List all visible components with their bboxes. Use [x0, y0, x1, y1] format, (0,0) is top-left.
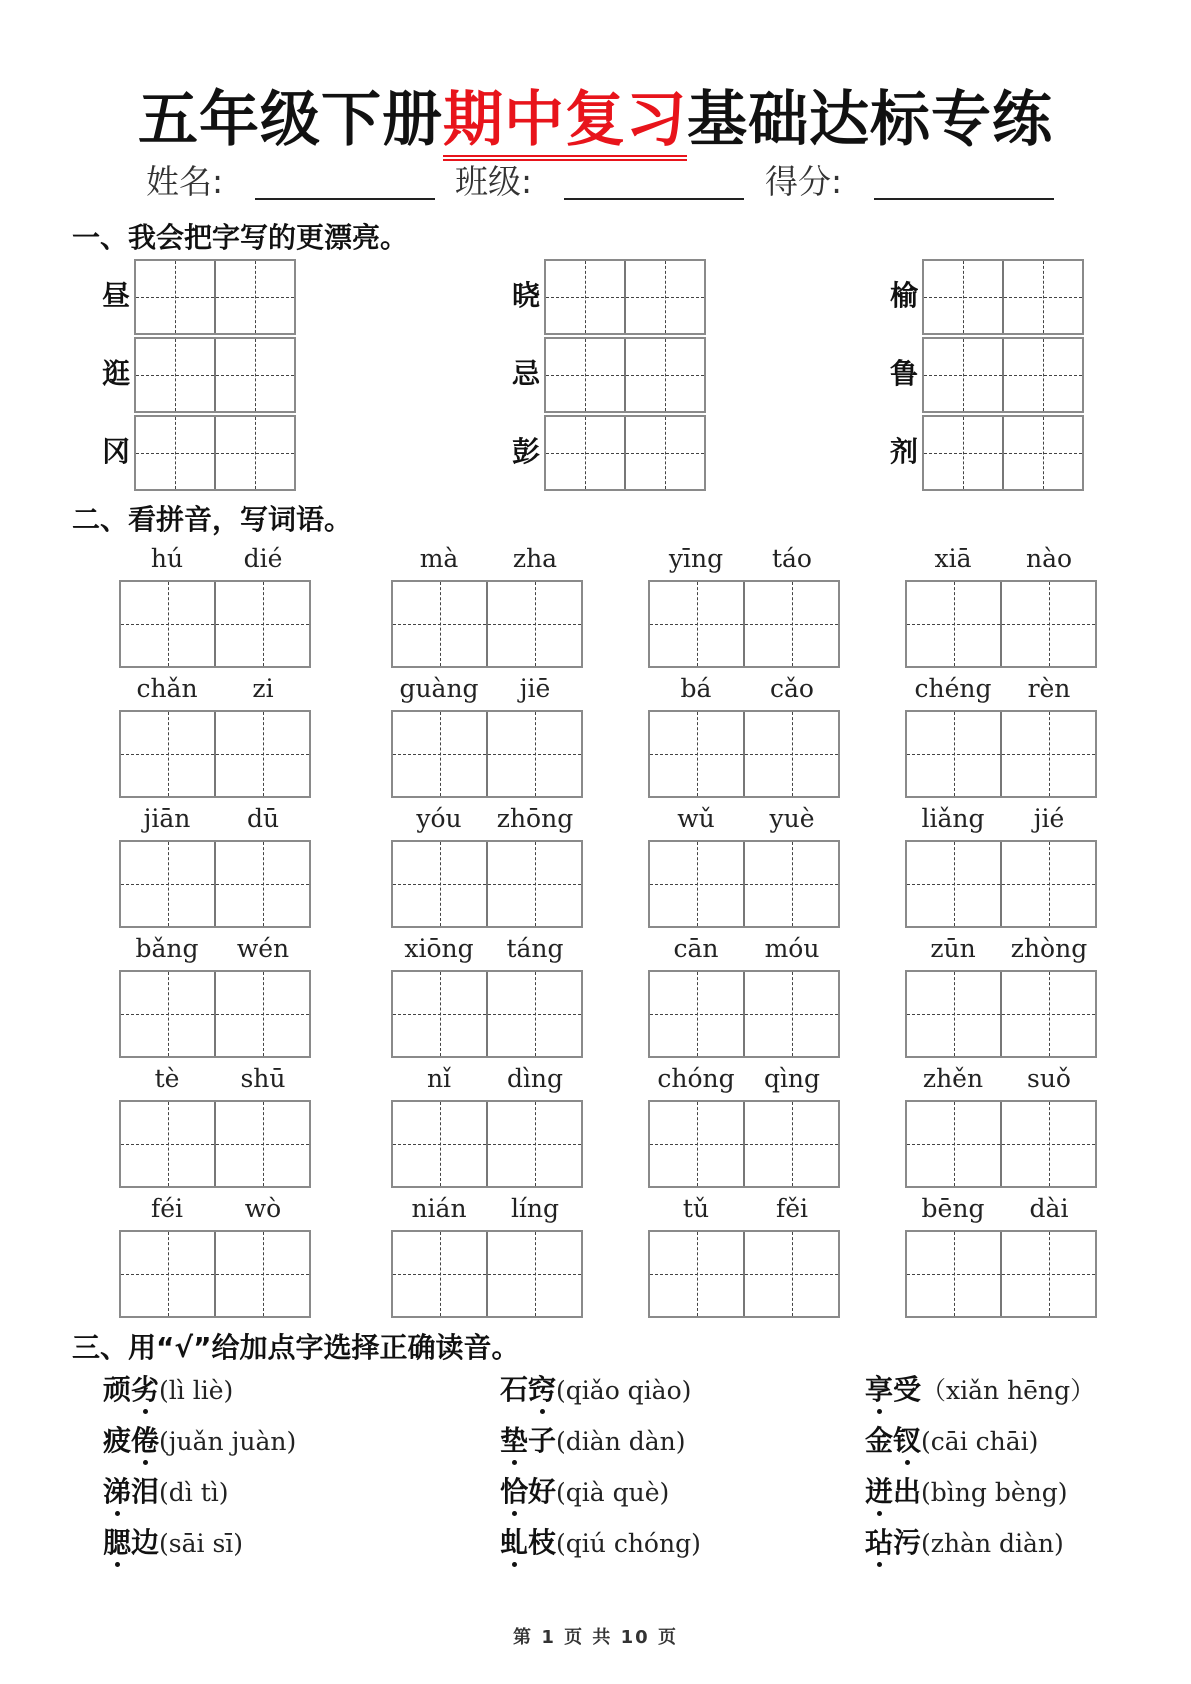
guide-line-horizontal — [121, 884, 214, 885]
writing-cell[interactable] — [1002, 417, 1082, 489]
pinyin-label: féi — [150, 1194, 184, 1223]
word-writing-grid[interactable] — [648, 710, 840, 798]
guide-line-horizontal — [650, 1014, 743, 1015]
word-char: 金 — [865, 1424, 894, 1457]
writing-cell[interactable] — [214, 712, 309, 796]
character-writing-grid[interactable] — [134, 415, 296, 491]
writing-cell[interactable] — [136, 339, 214, 411]
guide-line-horizontal — [907, 1014, 1000, 1015]
guide-line-horizontal — [121, 1014, 214, 1015]
word-writing-grid[interactable] — [648, 840, 840, 928]
guide-line-horizontal — [745, 754, 838, 755]
pinyin-options[interactable]: (zhàn diàn) — [921, 1529, 1064, 1558]
guide-line-horizontal — [626, 453, 704, 454]
word-writing-grid[interactable] — [391, 1100, 583, 1188]
guide-line-horizontal — [216, 1274, 309, 1275]
writing-cell[interactable] — [924, 339, 1002, 411]
pinyin-label: chóng — [657, 1064, 735, 1093]
pinyin-label: nián — [411, 1194, 467, 1223]
guide-line-horizontal — [488, 754, 581, 755]
writing-cell[interactable] — [907, 842, 1000, 926]
pronunciation-item — [103, 1474, 229, 1511]
writing-cell[interactable] — [743, 842, 838, 926]
writing-cell[interactable] — [1000, 1102, 1095, 1186]
section3-heading: 三、用“√”给加点字选择正确读音。 — [72, 1331, 520, 1364]
writing-cell[interactable] — [486, 1102, 581, 1186]
pronunciation-item — [103, 1423, 296, 1460]
guide-line-horizontal — [626, 297, 704, 298]
pinyin-label: fěi — [775, 1194, 809, 1223]
guide-line-horizontal — [907, 624, 1000, 625]
writing-cell[interactable] — [214, 582, 309, 666]
writing-cell[interactable] — [1000, 842, 1095, 926]
section1-heading: 一、我会把字写的更漂亮。 — [72, 221, 409, 254]
pinyin-label: bǎng — [135, 934, 199, 963]
guide-line-horizontal — [1002, 1144, 1095, 1145]
pinyin-options[interactable]: (diàn dàn) — [556, 1427, 686, 1456]
dotted-char: 窍 — [528, 1373, 557, 1406]
dotted-char: 垫 — [500, 1424, 529, 1457]
word-char: 受 — [893, 1373, 922, 1406]
pinyin-label: zha — [512, 544, 558, 573]
pinyin-options[interactable]: (bìng bèng) — [921, 1478, 1068, 1507]
writing-cell[interactable] — [214, 417, 294, 489]
guide-line-horizontal — [1004, 375, 1082, 376]
word — [865, 1526, 921, 1559]
word-writing-grid[interactable] — [119, 840, 311, 928]
character-writing-grid[interactable] — [922, 415, 1084, 491]
writing-cell[interactable] — [546, 261, 624, 333]
guide-line-horizontal — [745, 884, 838, 885]
section2-heading: 二、看拼音，写词语。 — [72, 503, 353, 536]
word — [103, 1526, 159, 1559]
guide-line-horizontal — [121, 1144, 214, 1145]
title-highlight: 期中复习 — [443, 85, 687, 161]
pinyin-options[interactable]: (cāi chāi) — [921, 1427, 1039, 1456]
writing-cell[interactable] — [1002, 261, 1082, 333]
guide-line-horizontal — [1002, 1274, 1095, 1275]
word-writing-grid[interactable] — [905, 580, 1097, 668]
pinyin-label: táo — [771, 544, 812, 573]
name-blank[interactable] — [255, 198, 435, 200]
dotted-char: 涕 — [103, 1475, 132, 1508]
word-writing-grid[interactable] — [119, 580, 311, 668]
pinyin-label: xiā — [934, 544, 972, 573]
guide-line-horizontal — [907, 1274, 1000, 1275]
word — [500, 1526, 556, 1559]
word — [103, 1373, 159, 1406]
page-number: 第 1 页 共 10 页 — [513, 1627, 678, 1648]
guide-line-horizontal — [216, 375, 294, 376]
pronunciation-item — [500, 1372, 691, 1409]
pronunciation-item — [865, 1474, 1068, 1511]
practice-character: 鲁 — [889, 357, 918, 390]
word-writing-grid[interactable] — [905, 1100, 1097, 1188]
dotted-char: 倦 — [131, 1424, 160, 1457]
guide-line-horizontal — [650, 1144, 743, 1145]
guide-line-horizontal — [216, 1144, 309, 1145]
writing-cell[interactable] — [121, 582, 214, 666]
guide-line-horizontal — [546, 453, 624, 454]
guide-line-horizontal — [121, 624, 214, 625]
pinyin-label: zi — [252, 674, 274, 703]
guide-line-horizontal — [488, 1014, 581, 1015]
dotted-char: 腮 — [103, 1526, 132, 1559]
pinyin-label: dìng — [506, 1064, 564, 1093]
word-char: 枝 — [528, 1526, 557, 1559]
word-char: 好 — [528, 1475, 557, 1508]
word-writing-grid[interactable] — [648, 970, 840, 1058]
word-writing-grid[interactable] — [119, 1100, 311, 1188]
writing-cell[interactable] — [924, 261, 1002, 333]
student-info-row — [0, 160, 1191, 204]
writing-cell[interactable] — [1000, 712, 1095, 796]
writing-cell[interactable] — [743, 582, 838, 666]
guide-line-horizontal — [488, 1144, 581, 1145]
practice-character: 彭 — [511, 435, 540, 468]
guide-line-horizontal — [393, 1014, 486, 1015]
writing-cell[interactable] — [214, 1102, 309, 1186]
practice-character: 逛 — [101, 357, 130, 390]
writing-cell[interactable] — [486, 712, 581, 796]
guide-line-horizontal — [216, 453, 294, 454]
writing-cell[interactable] — [907, 972, 1000, 1056]
guide-line-horizontal — [1004, 453, 1082, 454]
writing-cell[interactable] — [907, 712, 1000, 796]
pinyin-label: hú — [150, 544, 184, 573]
writing-cell[interactable] — [624, 417, 704, 489]
pinyin-label: bá — [680, 674, 712, 703]
writing-cell[interactable] — [650, 1102, 743, 1186]
dotted-char: 玷 — [865, 1526, 894, 1559]
pinyin-label: jié — [1033, 804, 1065, 833]
pronunciation-item — [103, 1525, 243, 1562]
guide-line-horizontal — [136, 297, 214, 298]
writing-cell[interactable] — [546, 417, 624, 489]
guide-line-horizontal — [546, 297, 624, 298]
word-char: 顽 — [103, 1373, 132, 1406]
word-char: 边 — [131, 1526, 160, 1559]
writing-cell[interactable] — [907, 1232, 1000, 1316]
writing-cell[interactable] — [1000, 972, 1095, 1056]
pinyin-label: móu — [764, 934, 820, 963]
pinyin-label: wǔ — [677, 804, 715, 833]
writing-cell[interactable] — [650, 582, 743, 666]
guide-line-horizontal — [907, 884, 1000, 885]
word — [865, 1373, 921, 1406]
writing-cell[interactable] — [214, 339, 294, 411]
pronunciation-item — [865, 1525, 1064, 1562]
writing-cell[interactable] — [624, 261, 704, 333]
guide-line-horizontal — [216, 884, 309, 885]
pinyin-label: zhěn — [922, 1064, 984, 1093]
pinyin-label: yuè — [769, 804, 815, 833]
pinyin-label: suǒ — [1027, 1064, 1071, 1093]
pinyin-label: mà — [419, 544, 459, 573]
pinyin-options[interactable]: (sāi sī) — [159, 1529, 244, 1558]
writing-cell[interactable] — [743, 1102, 838, 1186]
pinyin-label: jiān — [143, 804, 191, 833]
pinyin-label: zhòng — [1010, 934, 1088, 963]
name-label: 姓名: — [146, 162, 224, 201]
word — [103, 1424, 159, 1457]
pinyin-label: yīng — [668, 544, 724, 573]
guide-line-horizontal — [393, 884, 486, 885]
guide-line-horizontal — [393, 624, 486, 625]
score-blank[interactable] — [874, 198, 1054, 200]
guide-line-horizontal — [216, 624, 309, 625]
pinyin-options[interactable]: (qiú chóng) — [556, 1529, 701, 1558]
writing-cell[interactable] — [486, 972, 581, 1056]
dotted-char: 虬 — [500, 1526, 529, 1559]
guide-line-horizontal — [745, 1144, 838, 1145]
pinyin-label: guàng — [399, 674, 479, 703]
dotted-char: 钗 — [893, 1424, 922, 1457]
writing-cell[interactable] — [393, 1102, 486, 1186]
character-writing-grid[interactable] — [922, 337, 1084, 413]
guide-line-horizontal — [393, 1274, 486, 1275]
writing-cell[interactable] — [214, 261, 294, 333]
writing-cell[interactable] — [393, 712, 486, 796]
word-writing-grid[interactable] — [905, 840, 1097, 928]
writing-cell[interactable] — [121, 972, 214, 1056]
character-writing-grid[interactable] — [922, 259, 1084, 335]
writing-cell[interactable] — [393, 842, 486, 926]
guide-line-horizontal — [626, 375, 704, 376]
pinyin-label: wén — [236, 934, 290, 963]
pinyin-label: liǎng — [921, 804, 985, 833]
pronunciation-item — [500, 1474, 669, 1511]
pronunciation-item — [865, 1372, 1095, 1409]
pinyin-options[interactable]: (dì tì) — [159, 1478, 229, 1507]
dotted-char: 享 — [865, 1373, 894, 1406]
guide-line-horizontal — [393, 1144, 486, 1145]
writing-cell[interactable] — [393, 972, 486, 1056]
guide-line-horizontal — [216, 1014, 309, 1015]
writing-cell[interactable] — [393, 582, 486, 666]
word — [500, 1373, 556, 1406]
guide-line-horizontal — [650, 754, 743, 755]
guide-line-horizontal — [650, 884, 743, 885]
writing-cell[interactable] — [650, 842, 743, 926]
pronunciation-item — [500, 1525, 701, 1562]
writing-cell[interactable] — [1000, 1232, 1095, 1316]
pinyin-label: rèn — [1027, 674, 1071, 703]
pinyin-label: tè — [154, 1064, 180, 1093]
guide-line-horizontal — [907, 1144, 1000, 1145]
pinyin-label: zhōng — [496, 804, 574, 833]
writing-cell[interactable] — [136, 417, 214, 489]
writing-cell[interactable] — [743, 972, 838, 1056]
dotted-char: 劣 — [131, 1373, 160, 1406]
guide-line-horizontal — [488, 1274, 581, 1275]
page-title — [0, 82, 1191, 158]
writing-cell[interactable] — [214, 972, 309, 1056]
writing-cell[interactable] — [924, 417, 1002, 489]
guide-line-horizontal — [1004, 297, 1082, 298]
pronunciation-item — [500, 1423, 686, 1460]
word — [865, 1475, 921, 1508]
title-prefix: 五年级下册 — [138, 85, 443, 155]
writing-cell[interactable] — [907, 582, 1000, 666]
guide-line-horizontal — [488, 884, 581, 885]
word-writing-grid[interactable] — [391, 710, 583, 798]
writing-cell[interactable] — [393, 1232, 486, 1316]
guide-line-horizontal — [121, 1274, 214, 1275]
pinyin-label: táng — [506, 934, 564, 963]
writing-cell[interactable] — [1000, 582, 1095, 666]
dotted-char: 迸 — [865, 1475, 894, 1508]
word-char: 出 — [893, 1475, 922, 1508]
guide-line-horizontal — [650, 624, 743, 625]
word-writing-grid[interactable] — [391, 970, 583, 1058]
word-writing-grid[interactable] — [905, 1230, 1097, 1318]
guide-line-horizontal — [1002, 624, 1095, 625]
pinyin-options[interactable]: （xiǎn hēng） — [921, 1376, 1096, 1405]
pinyin-label: chǎn — [136, 674, 198, 703]
word-writing-grid[interactable] — [648, 1100, 840, 1188]
pronunciation-item — [103, 1372, 233, 1409]
guide-line-horizontal — [924, 297, 1002, 298]
writing-cell[interactable] — [650, 1232, 743, 1316]
pinyin-options[interactable]: (lì liè) — [159, 1376, 234, 1405]
word-writing-grid[interactable] — [119, 1230, 311, 1318]
word-writing-grid[interactable] — [648, 580, 840, 668]
title-suffix: 基础达标专练 — [687, 85, 1053, 155]
guide-line-horizontal — [924, 453, 1002, 454]
pinyin-label: chéng — [914, 674, 992, 703]
pinyin-label: zūn — [930, 934, 976, 963]
practice-character: 晓 — [511, 279, 540, 312]
word-char: 子 — [528, 1424, 557, 1457]
practice-character: 冈 — [101, 435, 130, 468]
writing-cell[interactable] — [650, 972, 743, 1056]
writing-cell[interactable] — [486, 1232, 581, 1316]
pinyin-label: xiōng — [404, 934, 474, 963]
writing-cell[interactable] — [624, 339, 704, 411]
writing-cell[interactable] — [214, 842, 309, 926]
word-writing-grid[interactable] — [391, 840, 583, 928]
guide-line-horizontal — [546, 375, 624, 376]
class-label: 班级: — [455, 162, 533, 201]
word-writing-grid[interactable] — [905, 710, 1097, 798]
writing-cell[interactable] — [121, 842, 214, 926]
guide-line-horizontal — [650, 1274, 743, 1275]
guide-line-horizontal — [136, 375, 214, 376]
class-blank[interactable] — [564, 198, 744, 200]
word-writing-grid[interactable] — [119, 710, 311, 798]
guide-line-horizontal — [216, 297, 294, 298]
writing-cell[interactable] — [121, 712, 214, 796]
guide-line-horizontal — [745, 624, 838, 625]
word — [865, 1424, 921, 1457]
writing-cell[interactable] — [136, 261, 214, 333]
pinyin-label: nǐ — [426, 1064, 452, 1093]
pinyin-label: cǎo — [770, 674, 814, 703]
writing-cell[interactable] — [486, 842, 581, 926]
pinyin-label: qìng — [763, 1064, 821, 1093]
guide-line-horizontal — [907, 754, 1000, 755]
pinyin-label: nào — [1025, 544, 1073, 573]
word-writing-grid[interactable] — [648, 1230, 840, 1318]
pronunciation-item — [865, 1423, 1038, 1460]
pinyin-label: bēng — [921, 1194, 985, 1223]
word-char: 泪 — [131, 1475, 160, 1508]
character-writing-grid[interactable] — [544, 259, 706, 335]
practice-character: 昼 — [101, 279, 130, 312]
pinyin-label: líng — [510, 1194, 560, 1223]
pinyin-label: dài — [1029, 1194, 1069, 1223]
writing-cell[interactable] — [546, 339, 624, 411]
writing-cell[interactable] — [650, 712, 743, 796]
word-char: 污 — [893, 1526, 922, 1559]
writing-cell[interactable] — [907, 1102, 1000, 1186]
practice-character: 榆 — [889, 279, 918, 312]
pinyin-label: wò — [244, 1194, 282, 1223]
pinyin-options[interactable]: (qià què) — [556, 1478, 670, 1507]
guide-line-horizontal — [393, 754, 486, 755]
word-char: 石 — [500, 1373, 529, 1406]
pinyin-label: dié — [243, 544, 283, 573]
pinyin-options[interactable]: (juǎn juàn) — [159, 1427, 297, 1456]
writing-cell[interactable] — [214, 1232, 309, 1316]
writing-cell[interactable] — [486, 582, 581, 666]
pinyin-label: dū — [246, 804, 280, 833]
guide-line-horizontal — [121, 754, 214, 755]
guide-line-horizontal — [924, 375, 1002, 376]
guide-line-horizontal — [1002, 1014, 1095, 1015]
score-label: 得分: — [765, 162, 843, 201]
character-writing-grid[interactable] — [544, 337, 706, 413]
guide-line-horizontal — [745, 1274, 838, 1275]
word-writing-grid[interactable] — [119, 970, 311, 1058]
pinyin-label: cān — [673, 934, 719, 963]
pinyin-label: tǔ — [682, 1194, 710, 1223]
guide-line-horizontal — [136, 453, 214, 454]
word-char: 疲 — [103, 1424, 132, 1457]
guide-line-horizontal — [745, 1014, 838, 1015]
pinyin-label: shū — [240, 1064, 286, 1093]
character-writing-grid[interactable] — [134, 259, 296, 335]
guide-line-horizontal — [1002, 884, 1095, 885]
writing-cell[interactable] — [743, 712, 838, 796]
word — [500, 1475, 556, 1508]
character-writing-grid[interactable] — [544, 415, 706, 491]
word — [500, 1424, 556, 1457]
word-writing-grid[interactable] — [905, 970, 1097, 1058]
word — [103, 1475, 159, 1508]
word-writing-grid[interactable] — [391, 580, 583, 668]
guide-line-horizontal — [1002, 754, 1095, 755]
practice-character: 忌 — [511, 357, 540, 390]
writing-cell[interactable] — [743, 1232, 838, 1316]
writing-cell[interactable] — [1002, 339, 1082, 411]
guide-line-horizontal — [488, 624, 581, 625]
word-writing-grid[interactable] — [391, 1230, 583, 1318]
pinyin-label: yóu — [416, 804, 462, 833]
writing-cell[interactable] — [121, 1102, 214, 1186]
writing-cell[interactable] — [121, 1232, 214, 1316]
character-writing-grid[interactable] — [134, 337, 296, 413]
pinyin-label: jiē — [519, 674, 551, 703]
pinyin-options[interactable]: (qiǎo qiào) — [556, 1376, 692, 1405]
practice-character: 剂 — [889, 435, 918, 468]
guide-line-horizontal — [216, 754, 309, 755]
dotted-char: 恰 — [500, 1475, 529, 1508]
